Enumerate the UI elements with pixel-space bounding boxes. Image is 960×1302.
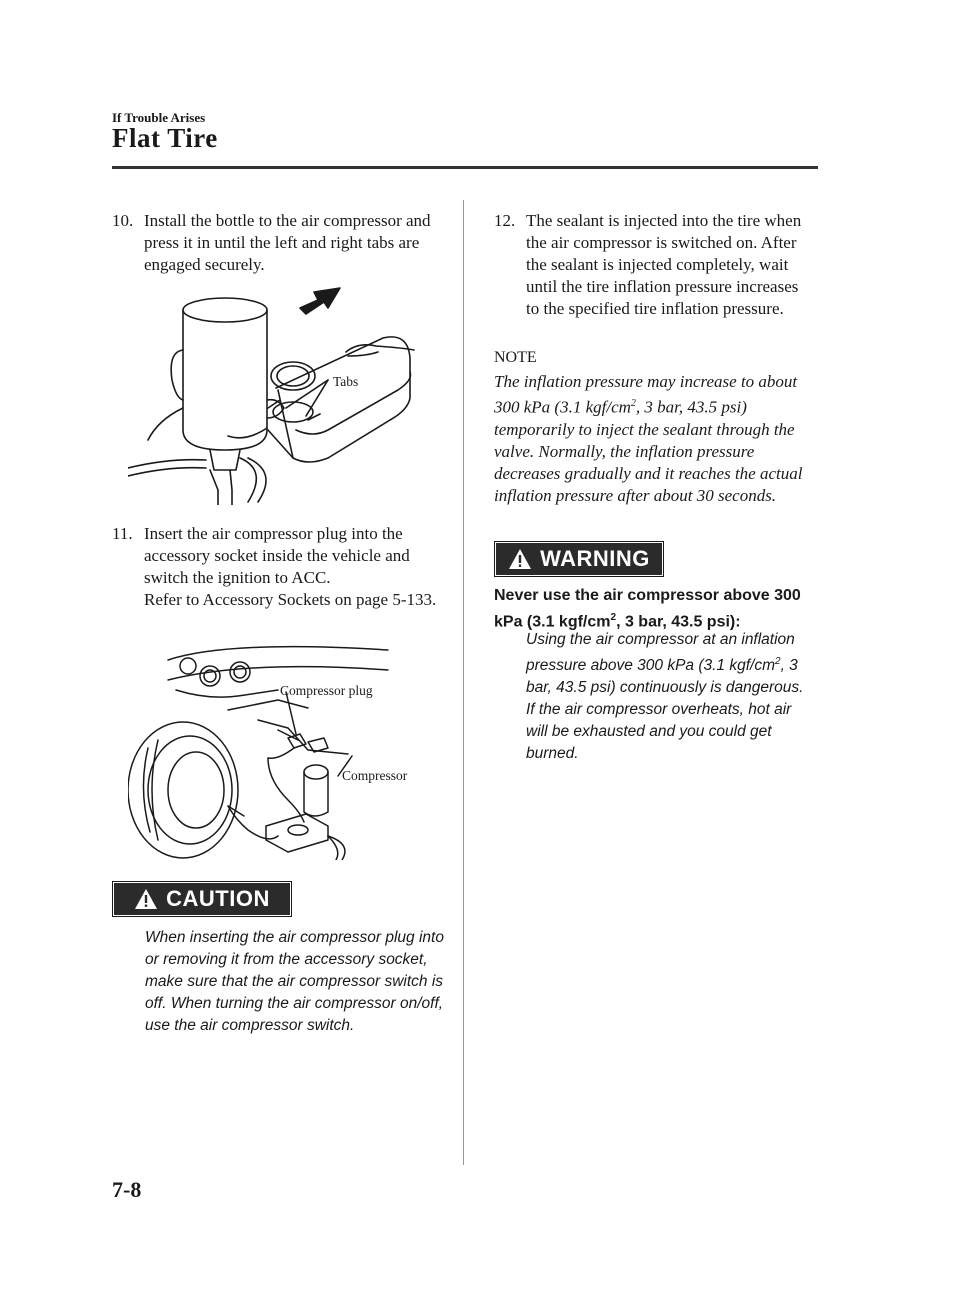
warning-body [526, 629, 816, 765]
caution-label: CAUTION [166, 886, 270, 911]
section-label: If Trouble Arises [112, 110, 206, 125]
warning-triangle-icon [508, 548, 532, 570]
warning-triangle-icon [134, 888, 158, 910]
step-number: 11. [112, 524, 133, 543]
warning-body-part: Using the air compressor at an inflation pressure above 300 kPa (3.1 kgf/cm [526, 631, 795, 675]
warning-title-part: , 3 bar, 43.5 psi): [616, 613, 741, 631]
label-compressor-plug: Compressor plug [280, 683, 373, 698]
step-10 [112, 210, 442, 276]
warning-body-superscript: 2 [775, 656, 781, 667]
warning-badge [494, 541, 664, 577]
header-rule [112, 166, 818, 169]
step-number: 12. [494, 211, 516, 230]
note-superscript: 2 [630, 398, 636, 409]
figure-bottle-install [128, 280, 433, 505]
note-heading: NOTE [494, 349, 537, 366]
warning-body-part: , 3 bar, 43.5 psi) continuously is dangerous. If the air compressor overheats, hot air will be exhausted and you could get burned. [526, 657, 804, 763]
note-body [494, 371, 814, 507]
page-title: Flat Tire [112, 123, 218, 153]
step-number: 10. [112, 211, 134, 230]
label-tabs: Tabs [333, 374, 359, 389]
caution-text: When inserting the air compressor plug into or removing it from the accessory socket, make sure that the air compressor switch is off. When turning the air compressor on/off, use the air compressor switch. [145, 929, 444, 1034]
column-divider [463, 200, 464, 1165]
step-reference: Refer to Accessory Sockets on page 5-133. [144, 590, 437, 609]
step-text: The sealant is injected into the tire when the air compressor is switched on. After the sealant is injected completely, wait until the tire inflation pressure increases to the specified tire inflation pressure. [526, 211, 802, 318]
caution-badge [112, 881, 292, 917]
step-12 [494, 210, 812, 320]
step-11 [112, 523, 452, 611]
step-text: Insert the air compressor plug into the accessory socket inside the vehicle and switch the ignition to ACC. [144, 524, 410, 587]
warning-title [494, 585, 824, 633]
note-text-part: The inflation pressure may increase to about 300 kPa (3.1 kgf/cm [494, 372, 798, 417]
page-number: 7-8 [112, 1177, 142, 1202]
warning-title-part: Never use the air compressor above 300 kPa (3.1 kgf/cm [494, 587, 801, 631]
note-text-part: , 3 bar, 43.5 psi) temporarily to inject the sealant through the valve. Normally, the inflation pressure decreases gradually and it reaches the actual inflation pressure after about 30 seconds. [494, 397, 803, 505]
figure-compressor-connection [128, 630, 428, 860]
step-text: Install the bottle to the air compressor and press it in until the left and right tabs are engaged securely. [144, 211, 431, 274]
warning-label: WARNING [540, 546, 650, 571]
label-compressor: Compressor [342, 768, 408, 783]
warning-title-superscript: 2 [610, 612, 617, 623]
